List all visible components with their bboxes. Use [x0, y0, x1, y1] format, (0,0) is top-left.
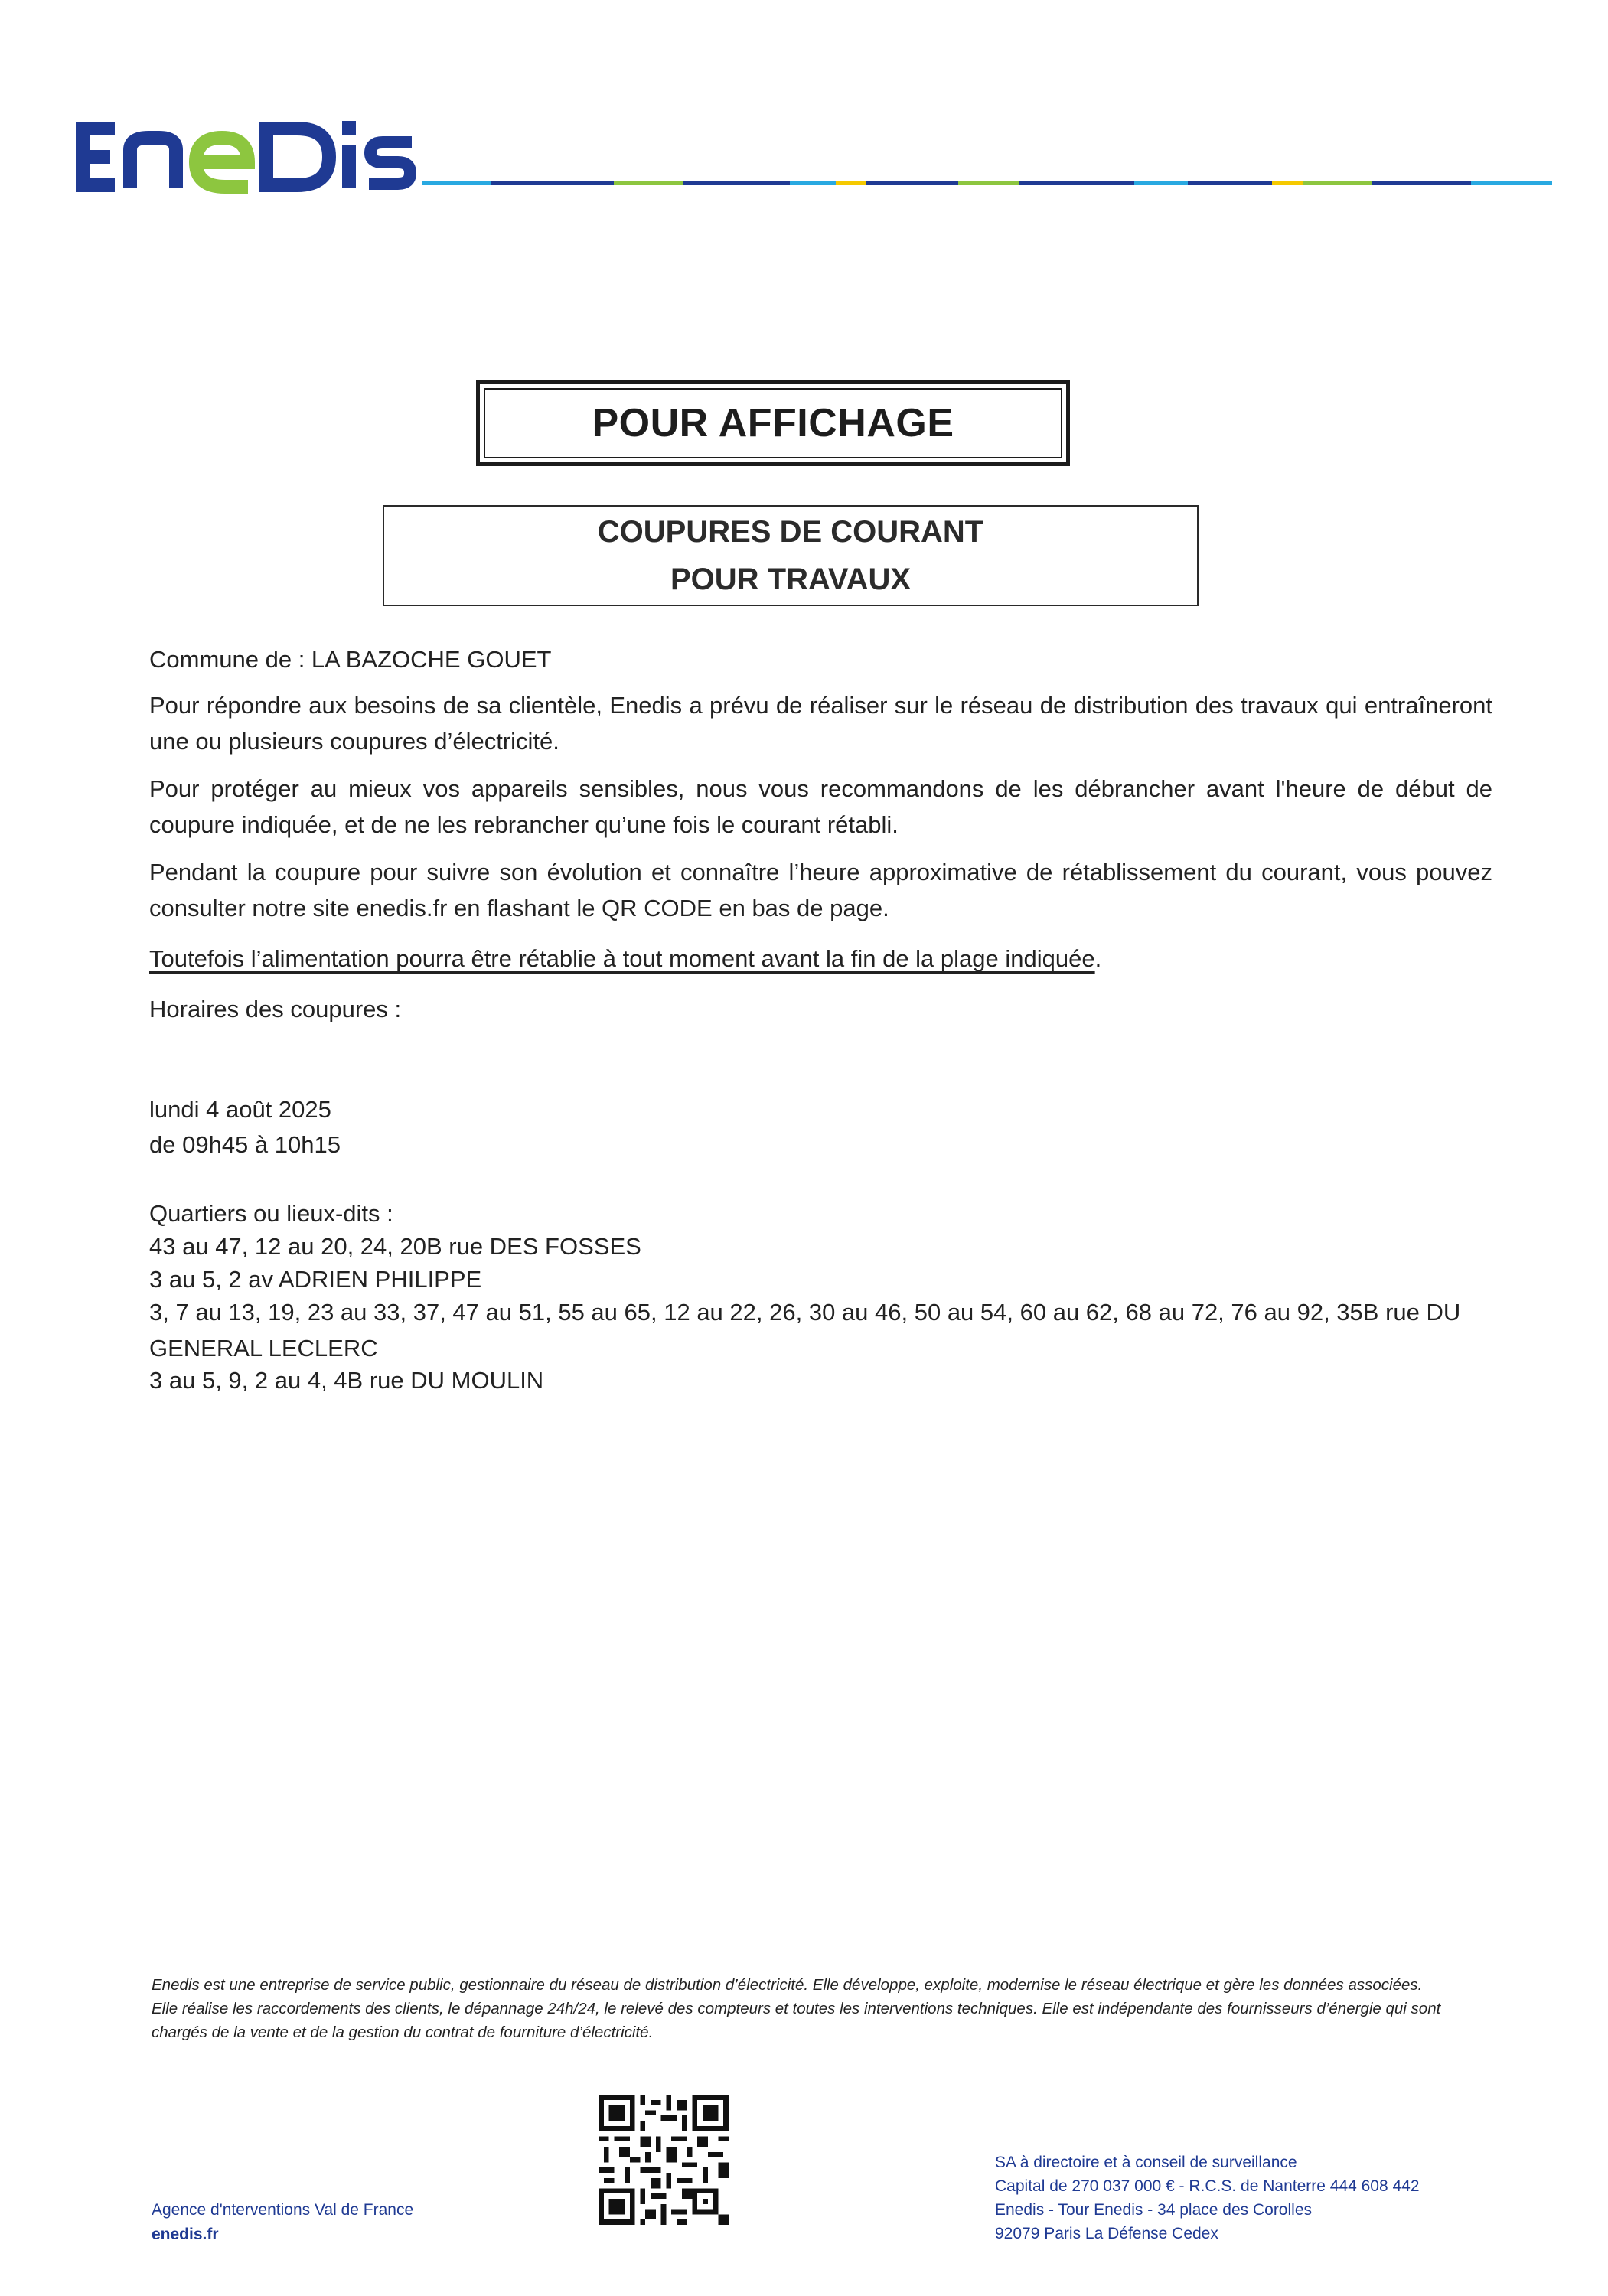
legal-block — [995, 2151, 1420, 2245]
schedule-label: Horaires des coupures : — [149, 996, 402, 1022]
display-notice-label: POUR AFFICHAGE — [484, 388, 1062, 458]
website-link[interactable]: enedis.fr — [152, 2226, 219, 2243]
area-item: 3 au 5, 2 av ADRIEN PHILIPPE — [149, 1266, 482, 1293]
agency-block — [152, 2198, 413, 2247]
area-item: 3 au 5, 9, 2 au 4, 4B rue DU MOULIN — [149, 1367, 544, 1394]
enedis-logo — [75, 115, 419, 199]
commune-line: Commune de : LA BAZOCHE GOUET — [149, 646, 552, 673]
area-item: 43 au 47, 12 au 20, 24, 20B rue DES FOSSES — [149, 1233, 641, 1260]
warning-text: Toutefois l’alimentation pourra être rétablie à tout moment avant la fin de la plage indiquée — [149, 945, 1095, 972]
legal-line: 92079 Paris La Défense Cedex — [995, 2225, 1218, 2242]
intro-paragraph: Pour répondre aux besoins de sa clientèle, Enedis a prévu de réaliser sur le réseau de distribution des travaux qui entraîneront une ou plusieurs coupures d’électricité. — [149, 692, 1492, 755]
legal-line: SA à directoire et à conseil de surveillance — [995, 2154, 1297, 2171]
tracking-paragraph: Pendant la coupure pour suivre son évolution et connaître l’heure approximative de rétablissement du courant, vous pouvez consulter notre site enedis.fr en flashant le QR CODE en bas de page. — [149, 859, 1492, 921]
advice-paragraph: Pour protéger au mieux vos appareils sensibles, nous vous recommandons de les débrancher avant l'heure de début de coupure indiquée, et de ne les rebrancher qu’une fois le courant rétabli. — [149, 775, 1492, 838]
notice-title-line1: COUPURES DE COURANT — [597, 515, 984, 549]
notice-title-line2: POUR TRAVAUX — [670, 563, 912, 596]
cut-date: lundi 4 août 2025 — [149, 1096, 331, 1123]
areas-label: Quartiers ou lieux-dits : — [149, 1200, 393, 1227]
warning-line — [149, 941, 1492, 977]
agency-name: Agence d'nterventions Val de France — [152, 2201, 414, 2219]
legal-line: Capital de 270 037 000 € - R.C.S. de Nanterre 444 608 442 — [995, 2177, 1420, 2195]
company-disclaimer: Enedis est une entreprise de service public, gestionnaire du réseau de distribution d’électricité. Elle développe, exploite, modernise le réseau électrique et gère les données associées. Elle réalise les raccordements des clients, le dépannage 24h/24, le relevé des compteurs et toutes les interventions techniques. Elle est indépendante des fournisseurs d’énergie qui sont chargés de la vente et de la gestion du contrat de fourniture d’électricité. — [152, 1976, 1441, 2041]
legal-line: Enedis - Tour Enedis - 34 place des Corolles — [995, 2201, 1313, 2219]
cut-time-range: de 09h45 à 10h15 — [149, 1131, 341, 1158]
qr-code-icon[interactable] — [599, 2095, 729, 2225]
header-decorative-rule — [422, 181, 1560, 185]
area-item: 3, 7 au 13, 19, 23 au 33, 37, 47 au 51, 55 au 65, 12 au 22, 26, 30 au 46, 50 au 54, 60 au 62, 68 au 72, 76 au 92, 35B rue DU GENERAL LECLERC — [149, 1299, 1461, 1362]
warning-period: . — [1094, 945, 1102, 972]
notice-title-box — [383, 505, 1199, 606]
display-notice-box — [476, 380, 1070, 466]
